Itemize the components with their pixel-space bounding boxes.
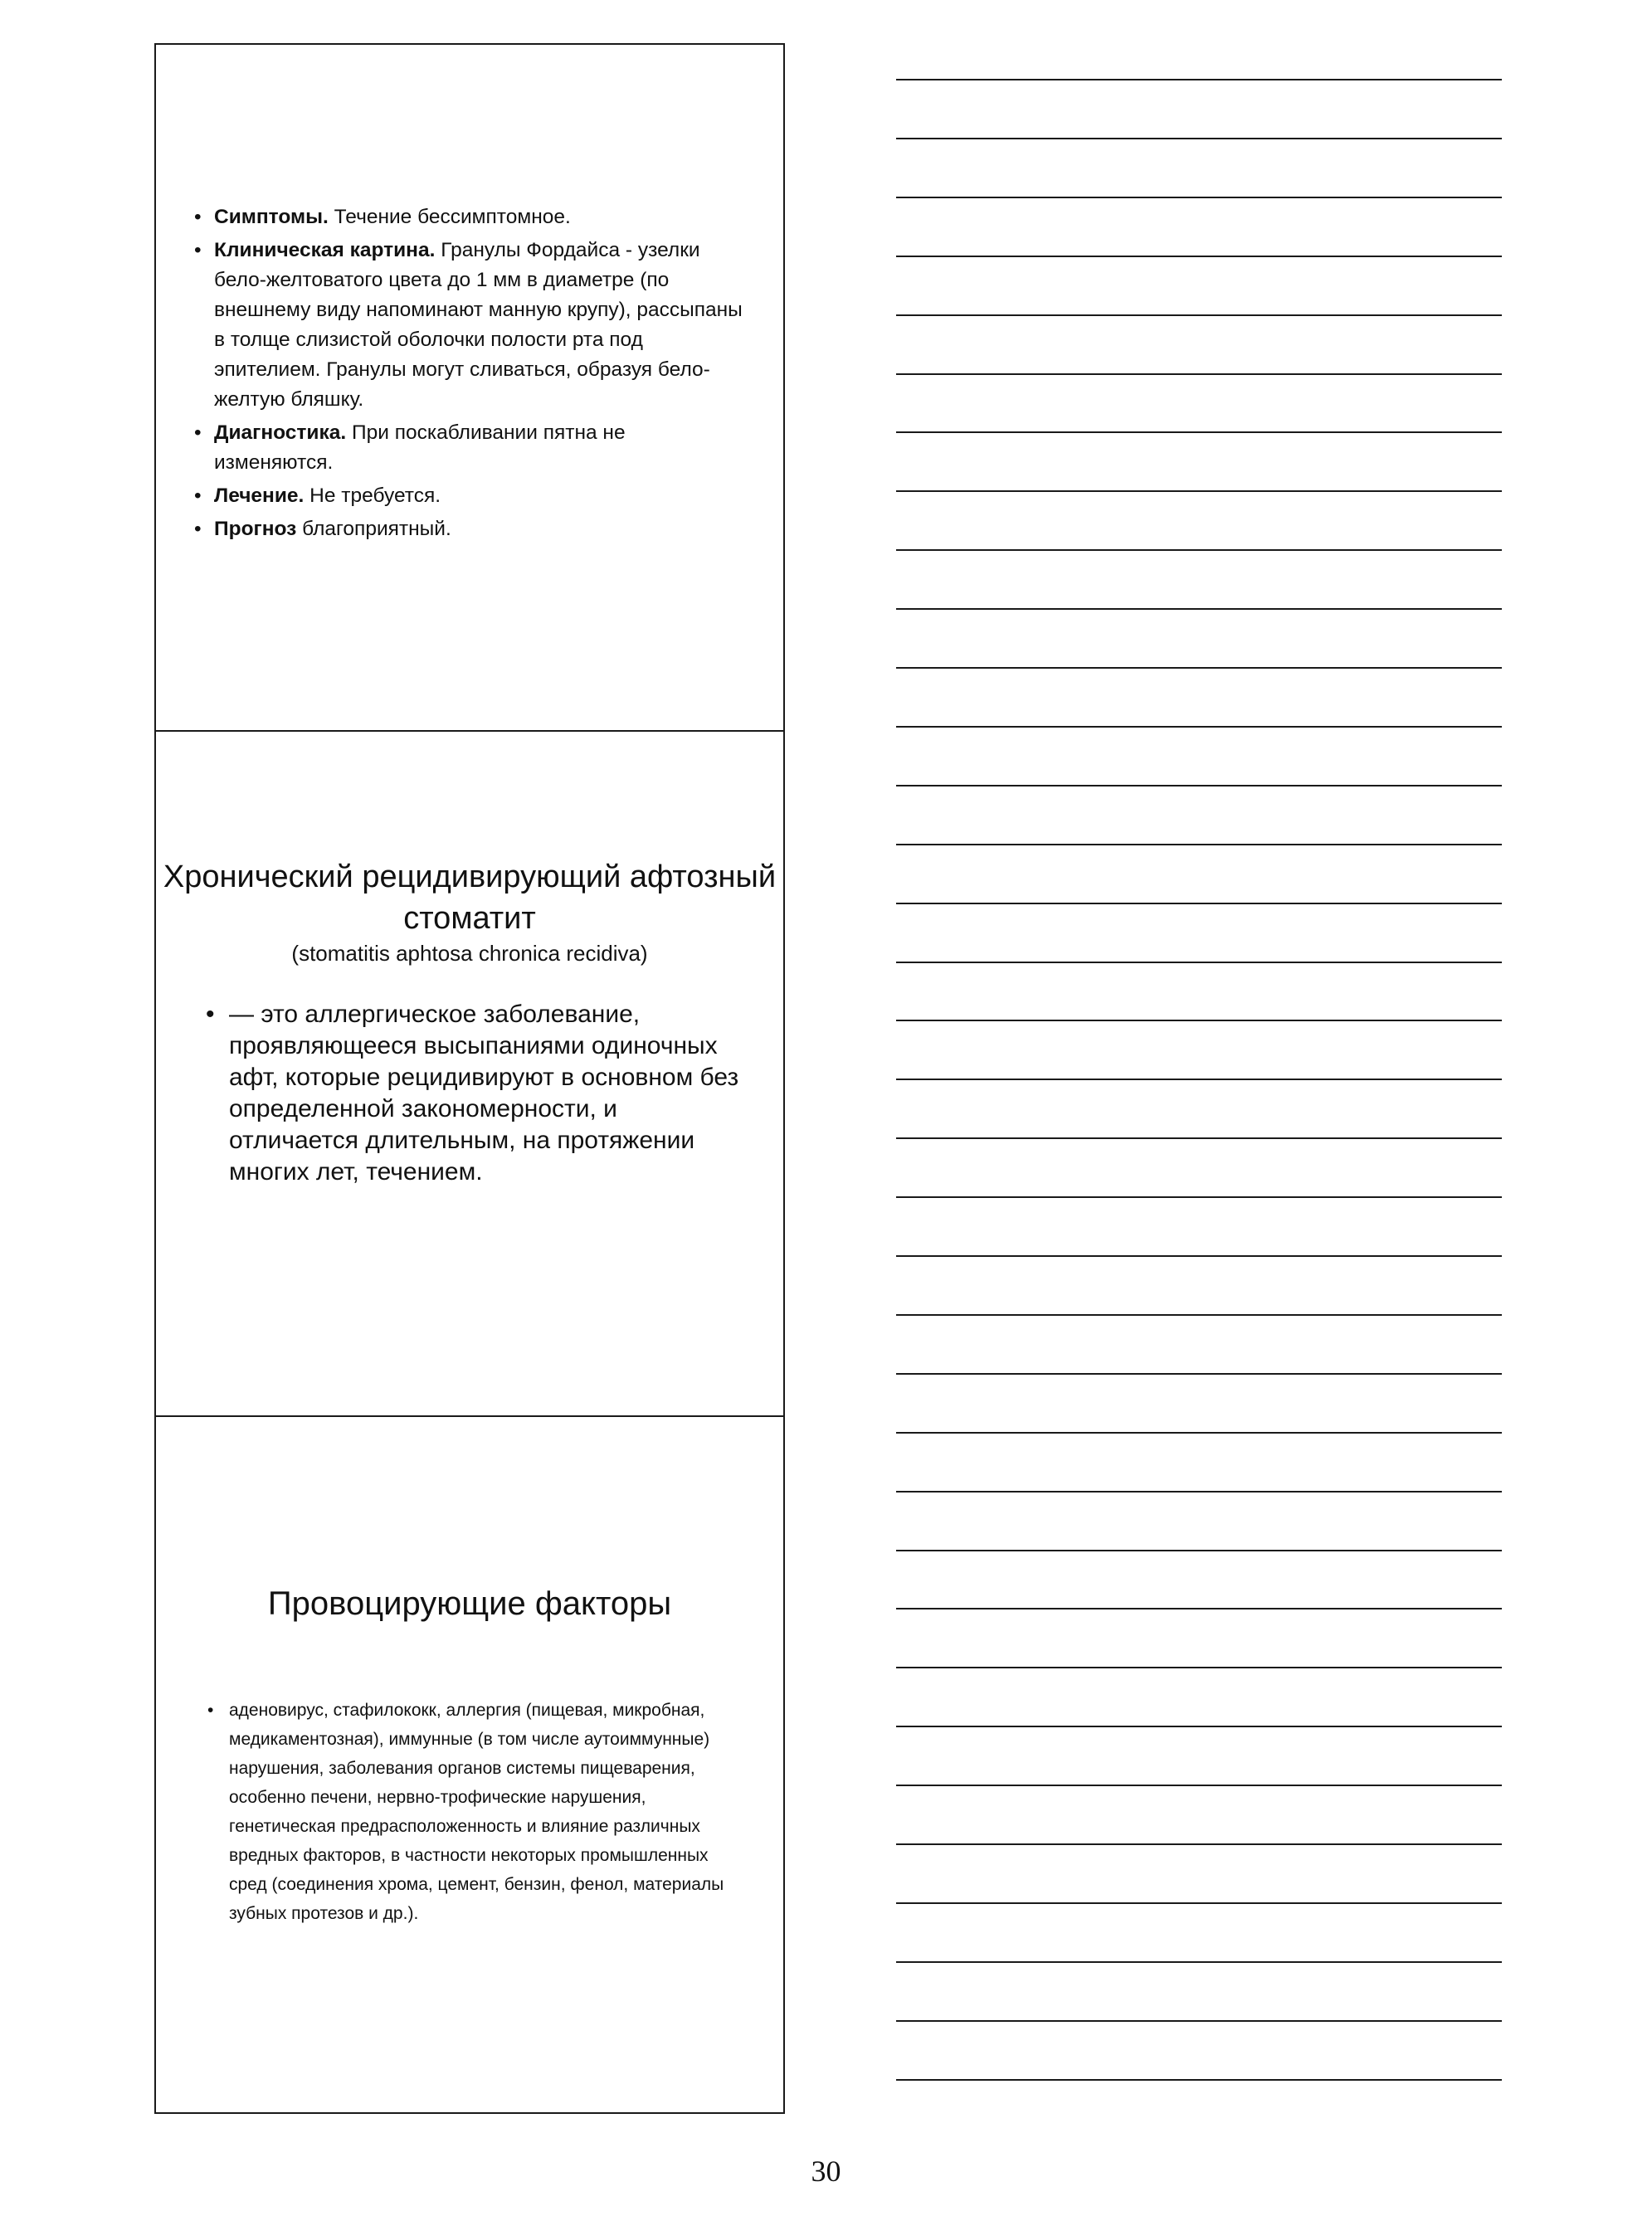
notes-line: [896, 1255, 1502, 1257]
notes-line: [896, 726, 1502, 728]
notes-line: [896, 1314, 1502, 1316]
notes-line: [896, 197, 1502, 198]
notes-line: [896, 785, 1502, 786]
notes-line: [896, 1137, 1502, 1139]
notes-line: [896, 431, 1502, 433]
list-item: • — это аллергическое заболевание, проявляющееся высыпаниями одиночных афт, которые рецидивируют в основном без определенной закономерности, и отличается длительным, на протяжении многих лет, течением.: [229, 999, 743, 1188]
slide-3-title: Провоцирующие факторы: [267, 1585, 672, 1622]
notes-line: [896, 2079, 1502, 2081]
notes-line: [896, 667, 1502, 669]
notes-line: [896, 256, 1502, 257]
notes-line: [896, 314, 1502, 316]
notes-line: [896, 79, 1502, 80]
slide-2: [156, 730, 783, 1415]
notes-line: [896, 1961, 1502, 1963]
notes-line: [896, 1432, 1502, 1434]
notes-line: [896, 962, 1502, 963]
slides-column: [154, 43, 785, 2114]
notes-line: [896, 1667, 1502, 1668]
notes-line: [896, 373, 1502, 375]
notes-line: [896, 1079, 1502, 1080]
notes-line: [896, 903, 1502, 904]
slide-2-title: Хронический рецидивирующий афтозный стоматит: [163, 859, 777, 936]
list-item: • Клиническая картина. Гранулы Фордайса - узелки бело-желтоватого цвета до 1 мм в диаметре (по внешнему виду напоминают манную крупу), рассыпаны в толще слизистой оболочки полости рта под эпителием. Гранулы могут сливаться, образуя бело-желтую бляшку.: [214, 236, 745, 415]
list-item: • аденовирус, стафилококк, аллергия (пищевая, микробная, медикаментозная), иммунные (в том числе аутоиммунные) нарушения, заболевания органов системы пищеварения, особенно печени, нервно-трофические нарушения, генетическая предрасположенность и влияние различных вредных факторов, в частности некоторых промышленных сред (соединения хрома, цемент, бензин, фенол, материалы зубных протезов и др.).: [229, 1696, 735, 1928]
notes-line: [896, 1726, 1502, 1727]
page-number: 30: [811, 2155, 841, 2188]
notes-line: [896, 1196, 1502, 1198]
list-item: • Симптомы. Течение бессимптомное.: [214, 202, 745, 232]
slide-3: [156, 1415, 783, 2114]
notes-line: [896, 1785, 1502, 1786]
notes-line: [896, 1843, 1502, 1845]
notes-line: [896, 844, 1502, 845]
notes-line: [896, 1608, 1502, 1609]
slide-2-bullet-list: [229, 999, 743, 1188]
slide-1: [156, 45, 783, 730]
notes-line: [896, 1020, 1502, 1021]
slide-2-subtitle: (stomatitis aphtosa chronica recidiva): [291, 941, 648, 966]
notes-line: [896, 490, 1502, 492]
notes-line: [896, 1550, 1502, 1551]
notes-line: [896, 608, 1502, 610]
notes-line: [896, 549, 1502, 551]
notes-line: [896, 1902, 1502, 1904]
notes-line: [896, 2020, 1502, 2022]
list-item: • Прогноз благоприятный.: [214, 514, 745, 544]
notes-line: [896, 1373, 1502, 1375]
notes-line: [896, 138, 1502, 139]
slide-3-bullet-list: [229, 1696, 735, 1928]
list-item: • Лечение. Не требуется.: [214, 481, 745, 511]
list-item: • Диагностика. При поскабливании пятна не изменяются.: [214, 418, 745, 478]
notes-line: [896, 1491, 1502, 1493]
slide-1-bullet-list: [214, 202, 745, 548]
